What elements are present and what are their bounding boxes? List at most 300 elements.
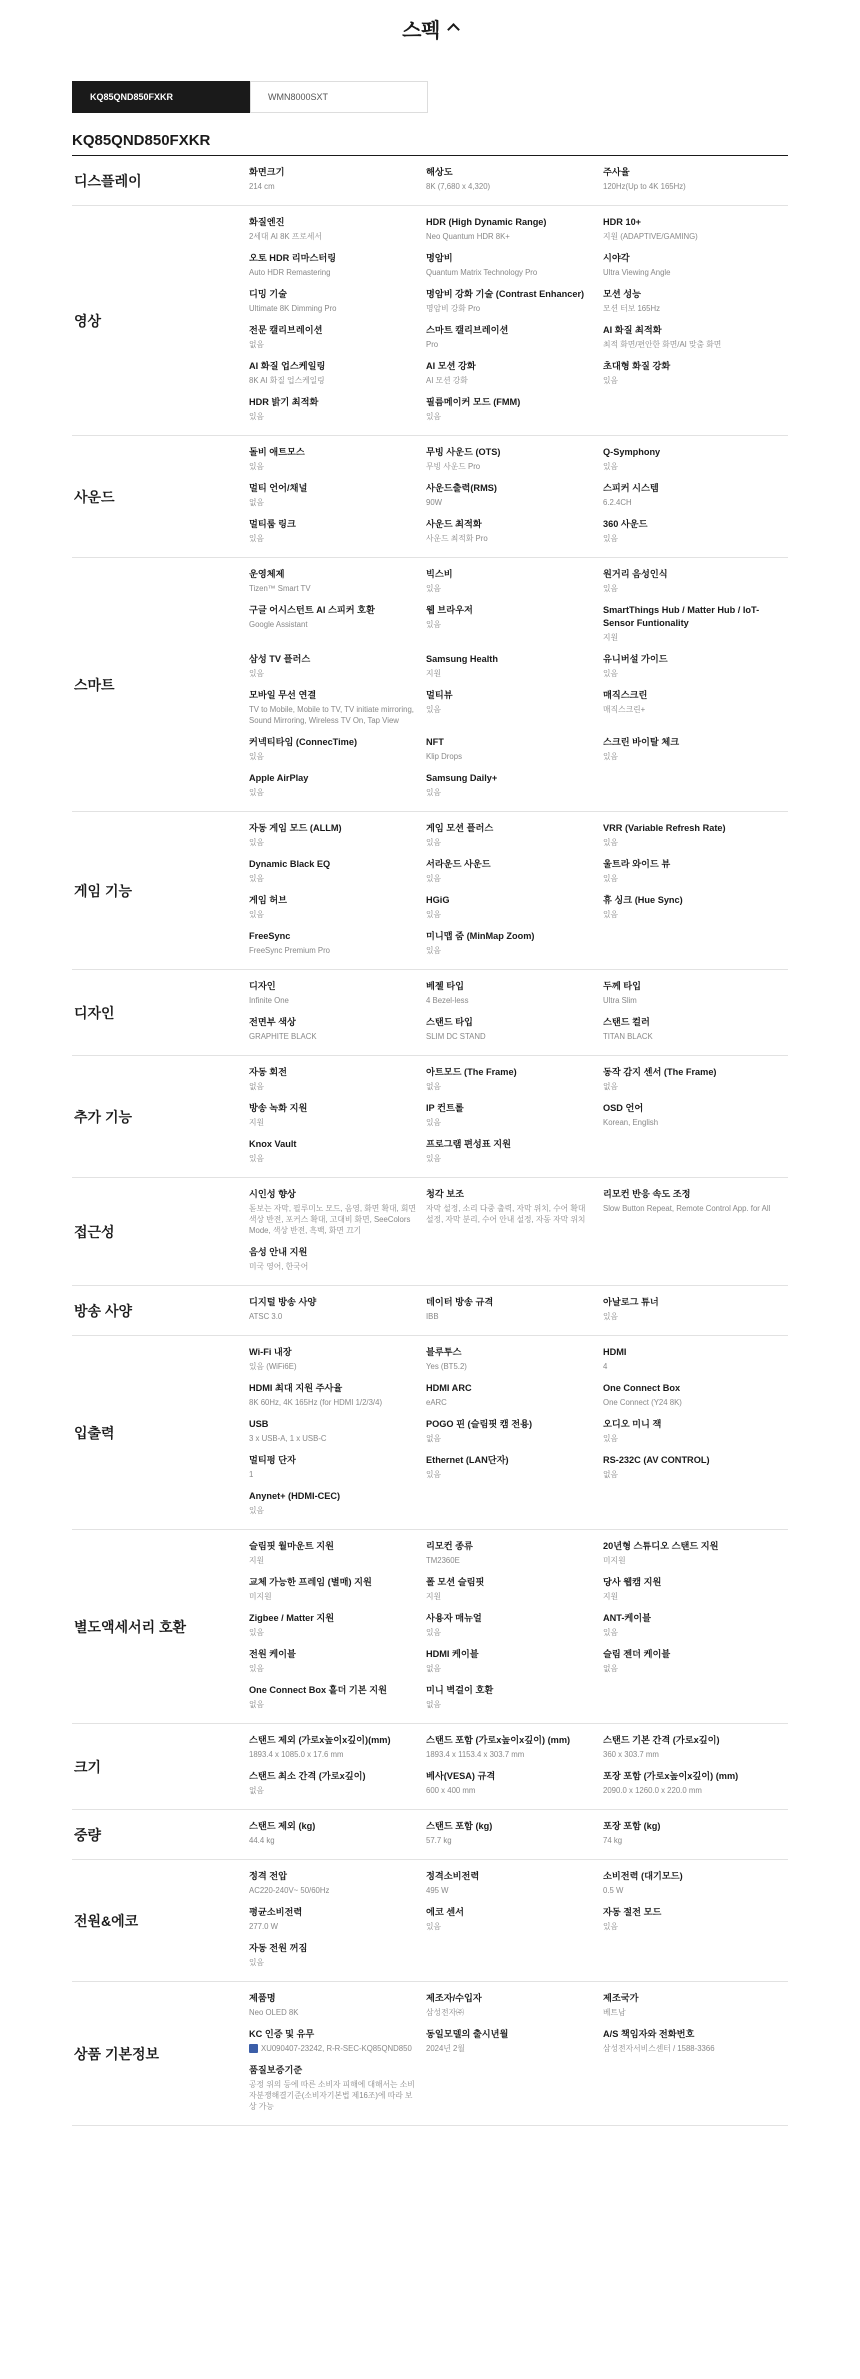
spec-label: 모션 성능 (603, 289, 642, 299)
spec-item (426, 166, 603, 202)
spec-label: 스크린 바이탈 체크 (603, 737, 680, 747)
spec-value: 있음 (249, 534, 265, 543)
spec-value: Slow Button Repeat, Remote Control App. for All (603, 1204, 771, 1213)
spec-value-row (603, 583, 780, 594)
spec-item (249, 360, 426, 396)
spec-item (426, 482, 603, 518)
spec-item (249, 446, 426, 482)
spec-value: 돋보는 자막, 필루미노 모드, 음영, 화면 확대, 회면색상 반전, 포커스 확대, 고대비 화면, SeeColors Mode, 색상 반전, 흑백, 화면 끄기 (249, 1204, 416, 1235)
spec-label: IP 컨트롤 (426, 1103, 464, 1113)
spec-value: AI 모션 강화 (426, 376, 468, 385)
spec-item (249, 1138, 426, 1174)
spec-grid (249, 1982, 788, 2125)
spec-label: 스마트 캘리브레이션 (426, 325, 509, 335)
spec-value: 없음 (426, 1700, 442, 1709)
spec-value: 74 kg (603, 1836, 623, 1845)
spec-section (72, 206, 788, 436)
spec-label: 사운드출력(RMS) (426, 483, 497, 493)
spec-value: 있음 (426, 946, 442, 955)
spec-item (249, 1770, 426, 1806)
spec-item (603, 1820, 788, 1856)
spec-label: Anynet+ (HDMI-CEC) (249, 1491, 341, 1501)
spec-item (603, 1382, 788, 1418)
spec-value: 삼성전자서비스센터 / 1588-3366 (603, 2044, 715, 2053)
spec-value-row (426, 2007, 595, 2018)
spec-value-row (603, 632, 780, 643)
spec-item (426, 858, 603, 894)
spec-item (603, 1346, 788, 1382)
spec-value-row (603, 1397, 780, 1408)
spec-item (426, 1540, 603, 1576)
spec-label: 전면부 색상 (249, 1017, 296, 1027)
spec-value-row (426, 1153, 595, 1164)
spec-value-row (426, 583, 595, 594)
spec-value-row (603, 909, 780, 920)
spec-value-row (249, 1785, 418, 1796)
spec-grid (249, 970, 788, 1055)
spec-value-row (426, 1885, 595, 1896)
spec-item (426, 1346, 603, 1382)
section-title: 사운드 (74, 488, 115, 505)
spec-value: 360 x 303.7 mm (603, 1750, 659, 1759)
spec-value: 없음 (249, 1700, 265, 1709)
spec-label: 삼성 TV 플러스 (249, 654, 311, 664)
spec-value: 있음 (249, 1958, 265, 1967)
spec-item (249, 252, 426, 288)
spec-value: 있음 (603, 838, 619, 847)
spec-value: IBB (426, 1312, 439, 1321)
spec-item (603, 324, 788, 360)
spec-value: 있음 (603, 376, 619, 385)
spec-label: Samsung Health (426, 654, 498, 664)
spec-value: One Connect (Y24 8K) (603, 1398, 682, 1407)
spec-label: 아트모드 (The Frame) (426, 1067, 517, 1077)
spec-value: Google Assistant (249, 620, 308, 629)
spec-item (426, 2028, 603, 2064)
spec-label: 사운드 최적화 (426, 519, 482, 529)
spec-item (603, 689, 788, 736)
section-title: 방송 사양 (74, 1302, 132, 1319)
model-tab-2[interactable]: WMN8000SXT (250, 81, 428, 113)
spec-value: 있음 (603, 1312, 619, 1321)
spec-label: 무빙 사운드 (OTS) (426, 447, 501, 457)
spec-label: Q-Symphony (603, 447, 661, 457)
spec-section (72, 1336, 788, 1530)
spec-value-row (426, 1031, 595, 1042)
spec-value-row (426, 1433, 595, 1444)
spec-value: Auto HDR Remastering (249, 268, 331, 277)
spec-value-row (426, 1663, 595, 1674)
spec-value-row (603, 1591, 780, 1602)
spec-label: HDR (High Dynamic Range) (426, 217, 547, 227)
spec-item (426, 1102, 603, 1138)
section-title: 스마트 (74, 676, 115, 693)
spec-item (603, 1770, 788, 1806)
spec-value-row (249, 231, 418, 242)
spec-value: 있음 (426, 1470, 442, 1479)
spec-value-row (426, 1203, 595, 1225)
spec-value-row (249, 1885, 418, 1896)
spec-item (426, 1612, 603, 1648)
spec-value-row (603, 339, 780, 350)
spec-item (426, 1454, 603, 1490)
spec-value-row (249, 873, 418, 884)
spec-value-row (426, 411, 595, 422)
spec-item (249, 1296, 426, 1332)
spec-label: 해상도 (426, 167, 453, 177)
spec-item (603, 1540, 788, 1576)
spec-label: Wi-Fi 내장 (249, 1347, 292, 1357)
spec-value: 명암비 강화 Pro (426, 304, 481, 313)
spec-label: 폴 모션 슬림핏 (426, 1577, 485, 1587)
spec-value-row (603, 2043, 780, 2054)
spec-label: 베사(VESA) 규격 (426, 1771, 496, 1781)
spec-value-row (426, 787, 595, 798)
spec-value-row (603, 1469, 780, 1480)
spec-label: 360 사운드 (603, 519, 648, 529)
spec-item (249, 1188, 426, 1246)
spec-label: 슬림핏 월마운트 지원 (249, 1541, 334, 1551)
spec-item (249, 1870, 426, 1906)
spec-value-row (603, 751, 780, 762)
spec-label: 리모컨 반응 속도 조정 (603, 1189, 691, 1199)
spec-value-row (426, 873, 595, 884)
spec-item (249, 1102, 426, 1138)
section-title: 입출력 (74, 1424, 115, 1441)
spec-section (72, 156, 788, 206)
model-name-heading: KQ85QND850FXKR (72, 132, 788, 156)
section-title: 중량 (74, 1826, 102, 1843)
spec-item (249, 1382, 426, 1418)
spec-value-row (603, 267, 780, 278)
spec-label: USB (249, 1419, 269, 1429)
spec-label: 화면크기 (249, 167, 285, 177)
spec-label: 디밍 기술 (249, 289, 288, 299)
spec-value-row (249, 1081, 418, 1092)
spec-item (426, 653, 603, 689)
spec-label: 스탠드 포함 (kg) (426, 1821, 493, 1831)
spec-value: TV to Mobile, Mobile to TV, TV initiate mirroring, Sound Mirroring, Wireless TV On, Tap View (249, 705, 414, 725)
spec-item (426, 360, 603, 396)
spec-value-row (249, 2079, 418, 2112)
spec-label: 미니맵 줌 (MinMap Zoom) (426, 931, 535, 941)
spec-value: 있음 (603, 1628, 619, 1637)
spec-value: 없음 (249, 1082, 265, 1091)
spec-value: 있음 (603, 752, 619, 761)
spec-value-row (603, 1627, 780, 1638)
spec-label: 커넥티타임 (ConnecTime) (249, 737, 358, 747)
spec-label: 방송 녹화 지원 (249, 1103, 308, 1113)
spec-value-row (603, 1031, 780, 1042)
spec-label: 미니 벽걸이 호환 (426, 1685, 494, 1695)
spec-value-row (603, 995, 780, 1006)
spec-value-row (249, 995, 418, 1006)
spec-item (426, 1138, 603, 1174)
spec-label: 휴 싱크 (Hue Sync) (603, 895, 683, 905)
spec-value: 120Hz(Up to 4K 165Hz) (603, 182, 686, 191)
page-title: 스펙 (402, 19, 440, 42)
spec-label: HGiG (426, 895, 450, 905)
spec-value: 8K 60Hz, 4K 165Hz (for HDMI 1/2/3/4) (249, 1398, 383, 1407)
spec-label: Ethernet (LAN단자) (426, 1455, 509, 1465)
spec-value-row (603, 375, 780, 386)
spec-value-row (426, 837, 595, 848)
spec-item (603, 2028, 788, 2064)
spec-item (603, 288, 788, 324)
spec-value: TITAN BLACK (603, 1032, 653, 1041)
spec-item (249, 1734, 426, 1770)
spec-value-row (426, 1397, 595, 1408)
spec-label: One Connect Box 홀더 기본 지원 (249, 1685, 387, 1695)
spec-value-row (603, 1555, 780, 1566)
spec-value-row (426, 303, 595, 314)
spec-label: 멀티펑 단자 (249, 1455, 296, 1465)
model-tab-1[interactable]: KQ85QND850FXKR (72, 81, 250, 113)
spec-value: 2세대 AI 8K 프로세서 (249, 232, 322, 241)
spec-section (72, 1178, 788, 1286)
spec-value: 없음 (249, 1786, 265, 1795)
spec-value: 있음 (249, 910, 265, 919)
spec-value-row (249, 1261, 418, 1272)
spec-item (426, 1382, 603, 1418)
spec-value-row (249, 1835, 418, 1846)
spec-grid (249, 206, 788, 435)
spec-item (426, 518, 603, 554)
spec-value-row (249, 945, 418, 956)
section-title: 상품 기본정보 (74, 2045, 160, 2062)
spec-value: 있음 (426, 584, 442, 593)
spec-item (603, 1906, 788, 1942)
spec-value-row (249, 837, 418, 848)
spec-value-row (426, 1117, 595, 1128)
spec-item (426, 252, 603, 288)
spec-label: OSD 언어 (603, 1103, 644, 1113)
spec-value: 지원 (603, 633, 619, 642)
spec-item (426, 1770, 603, 1806)
spec-item (603, 980, 788, 1016)
spec-grid (249, 1860, 788, 1981)
spec-section (72, 1530, 788, 1724)
spec-label: 제품명 (249, 1993, 276, 2003)
spec-value-row (249, 1311, 418, 1322)
spec-value-row (426, 1081, 595, 1092)
spec-value-row (249, 411, 418, 422)
spec-section (72, 436, 788, 558)
chevron-up-icon[interactable] (447, 23, 460, 36)
spec-item (426, 1906, 603, 1942)
spec-label: ANT-케이블 (603, 1613, 652, 1623)
spec-label: 20년형 스튜디오 스탠드 지원 (603, 1541, 719, 1551)
spec-item (249, 1820, 426, 1856)
spec-label: 원거리 음성인식 (603, 569, 668, 579)
spec-section (72, 1860, 788, 1982)
spec-item (249, 1906, 426, 1942)
spec-item (426, 980, 603, 1016)
spec-item (426, 822, 603, 858)
spec-value: Ultra Viewing Angle (603, 268, 671, 277)
spec-value-row (603, 1203, 780, 1214)
spec-value-row (249, 303, 418, 314)
spec-value-row (249, 583, 418, 594)
spec-value-row (249, 1957, 418, 1968)
spec-label: 품질보증기준 (249, 2065, 303, 2075)
spec-label: 프로그램 편성표 지원 (426, 1139, 511, 1149)
spec-item (249, 1246, 426, 1282)
spec-label: 전문 캘리브레이션 (249, 325, 323, 335)
spec-item (426, 1684, 603, 1720)
spec-label: Zigbee / Matter 지원 (249, 1613, 335, 1623)
spec-label: HDR 10+ (603, 217, 642, 227)
spec-value: Ultra Slim (603, 996, 637, 1005)
spec-section (72, 970, 788, 1056)
spec-value: GRAPHITE BLACK (249, 1032, 317, 1041)
spec-value-row (426, 231, 595, 242)
spec-grid (249, 1530, 788, 1723)
spec-item (603, 482, 788, 518)
spec-value-row (603, 181, 780, 192)
spec-label: HDR 밝기 최적화 (249, 397, 319, 407)
spec-label: 두께 타입 (603, 981, 642, 991)
spec-value: 있음 (603, 1434, 619, 1443)
spec-value: 있음 (426, 1118, 442, 1127)
spec-label: 게임 허브 (249, 895, 288, 905)
section-title: 디자인 (74, 1004, 115, 1021)
spec-item (603, 252, 788, 288)
spec-label: 게임 모션 플러스 (426, 823, 494, 833)
spec-value-row (249, 497, 418, 508)
spec-value-row (426, 1921, 595, 1932)
spec-value: 없음 (249, 498, 265, 507)
spec-value: 495 W (426, 1886, 449, 1895)
spec-value-row (249, 1505, 418, 1516)
spec-grid (249, 1056, 788, 1177)
spec-item (603, 1296, 788, 1332)
spec-value-row (603, 303, 780, 314)
spec-label: 에코 센서 (426, 1907, 465, 1917)
spec-item (603, 1454, 788, 1490)
spec-item (249, 216, 426, 252)
spec-value-row (249, 1469, 418, 1480)
spec-label: 동일모델의 출시년월 (426, 2029, 509, 2039)
spec-value-row (426, 751, 595, 762)
spec-label: 정격 전압 (249, 1871, 288, 1881)
kc-cert-icon (249, 2044, 258, 2053)
spec-item (426, 1576, 603, 1612)
spec-value-row (426, 1555, 595, 1566)
spec-label: VRR (Variable Refresh Rate) (603, 823, 726, 833)
spec-label: 명암비 (426, 253, 453, 263)
spec-item (249, 1648, 426, 1684)
spec-item (603, 1612, 788, 1648)
spec-label: 자동 전원 꺼짐 (249, 1943, 308, 1953)
spec-item (249, 930, 426, 966)
spec-value: 3 x USB-A, 1 x USB-C (249, 1434, 327, 1443)
spec-value: 있음 (249, 752, 265, 761)
spec-value-row (603, 1361, 780, 1372)
spec-item (249, 1418, 426, 1454)
spec-value-row (426, 1749, 595, 1760)
spec-value-row (603, 837, 780, 848)
spec-label: 정격소비전력 (426, 1871, 480, 1881)
section-title: 디스플레이 (74, 172, 142, 189)
spec-value: 8K (7,680 x 4,320) (426, 182, 491, 191)
spec-label: 시인성 향상 (249, 1189, 296, 1199)
spec-value-row (603, 2007, 780, 2018)
spec-item (603, 446, 788, 482)
spec-label: 스탠드 기본 간격 (가로x깊이) (603, 1735, 720, 1745)
spec-value-row (426, 909, 595, 920)
spec-label: 구글 어시스턴트 AI 스피커 호환 (249, 605, 375, 615)
spec-value-row (249, 1663, 418, 1674)
spec-item (426, 288, 603, 324)
spec-item (603, 653, 788, 689)
spec-item (249, 1540, 426, 1576)
spec-value-row (426, 945, 595, 956)
spec-item (603, 1734, 788, 1770)
spec-value: 있음 (249, 1506, 265, 1515)
spec-value: Pro (426, 340, 439, 349)
spec-grid (249, 1724, 788, 1809)
spec-label: 블루투스 (426, 1347, 462, 1357)
spec-label: AI 화질 업스케일링 (249, 361, 326, 371)
spec-value: TM2360E (426, 1556, 460, 1565)
spec-value-row (603, 497, 780, 508)
spec-item (249, 894, 426, 930)
spec-item (426, 930, 603, 966)
spec-item (603, 1870, 788, 1906)
spec-value: Infinite One (249, 996, 289, 1005)
spec-label: 서라운드 사운드 (426, 859, 491, 869)
spec-section (72, 1286, 788, 1336)
spec-value: 있음 (426, 1922, 442, 1931)
spec-value-row (249, 1117, 418, 1128)
spec-item (249, 1612, 426, 1648)
spec-value: 있음 (249, 669, 265, 678)
spec-label: 포장 포함 (가로x높이x깊이) (mm) (603, 1771, 739, 1781)
spec-label: 빅스비 (426, 569, 453, 579)
spec-value: 공정 위의 등에 따른 소비자 피해에 대해서는 소비자분쟁해결기준(소비자기본법 제16조)에 따라 보상 가능 (249, 2080, 415, 2111)
spec-label: 오디오 미니 잭 (603, 1419, 662, 1429)
spec-value: 있음 (426, 1628, 442, 1637)
spec-item (426, 604, 603, 653)
spec-value: 있음 (426, 788, 442, 797)
spec-label: Knox Vault (249, 1139, 297, 1149)
spec-label: 디지털 방송 사양 (249, 1297, 317, 1307)
spec-item (249, 604, 426, 653)
section-title: 별도액세서리 호환 (74, 1618, 187, 1635)
section-title: 추가 기능 (74, 1108, 132, 1125)
spec-item (603, 568, 788, 604)
spec-label: 매직스크린 (603, 690, 648, 700)
spec-label: 스탠드 최소 간격 (가로x깊이) (249, 1771, 366, 1781)
spec-label: 멀티뷰 (426, 690, 453, 700)
spec-value: 0.5 W (603, 1886, 624, 1895)
spec-label: 자동 게임 모드 (ALLM) (249, 823, 342, 833)
spec-grid (249, 1336, 788, 1529)
spec-value-row (249, 619, 418, 630)
spec-value-row (249, 704, 418, 726)
spec-value: 있음 (426, 1154, 442, 1163)
spec-section (72, 812, 788, 970)
spec-label: 명암비 강화 기술 (Contrast Enhancer) (426, 289, 585, 299)
spec-value-row (603, 1081, 780, 1092)
spec-value: 있음 (249, 874, 265, 883)
spec-header[interactable] (72, 0, 788, 56)
spec-item (426, 1992, 603, 2028)
spec-label: 스탠드 타입 (426, 1017, 473, 1027)
spec-value: 있음 (426, 620, 442, 629)
spec-value: 4 (603, 1362, 608, 1371)
